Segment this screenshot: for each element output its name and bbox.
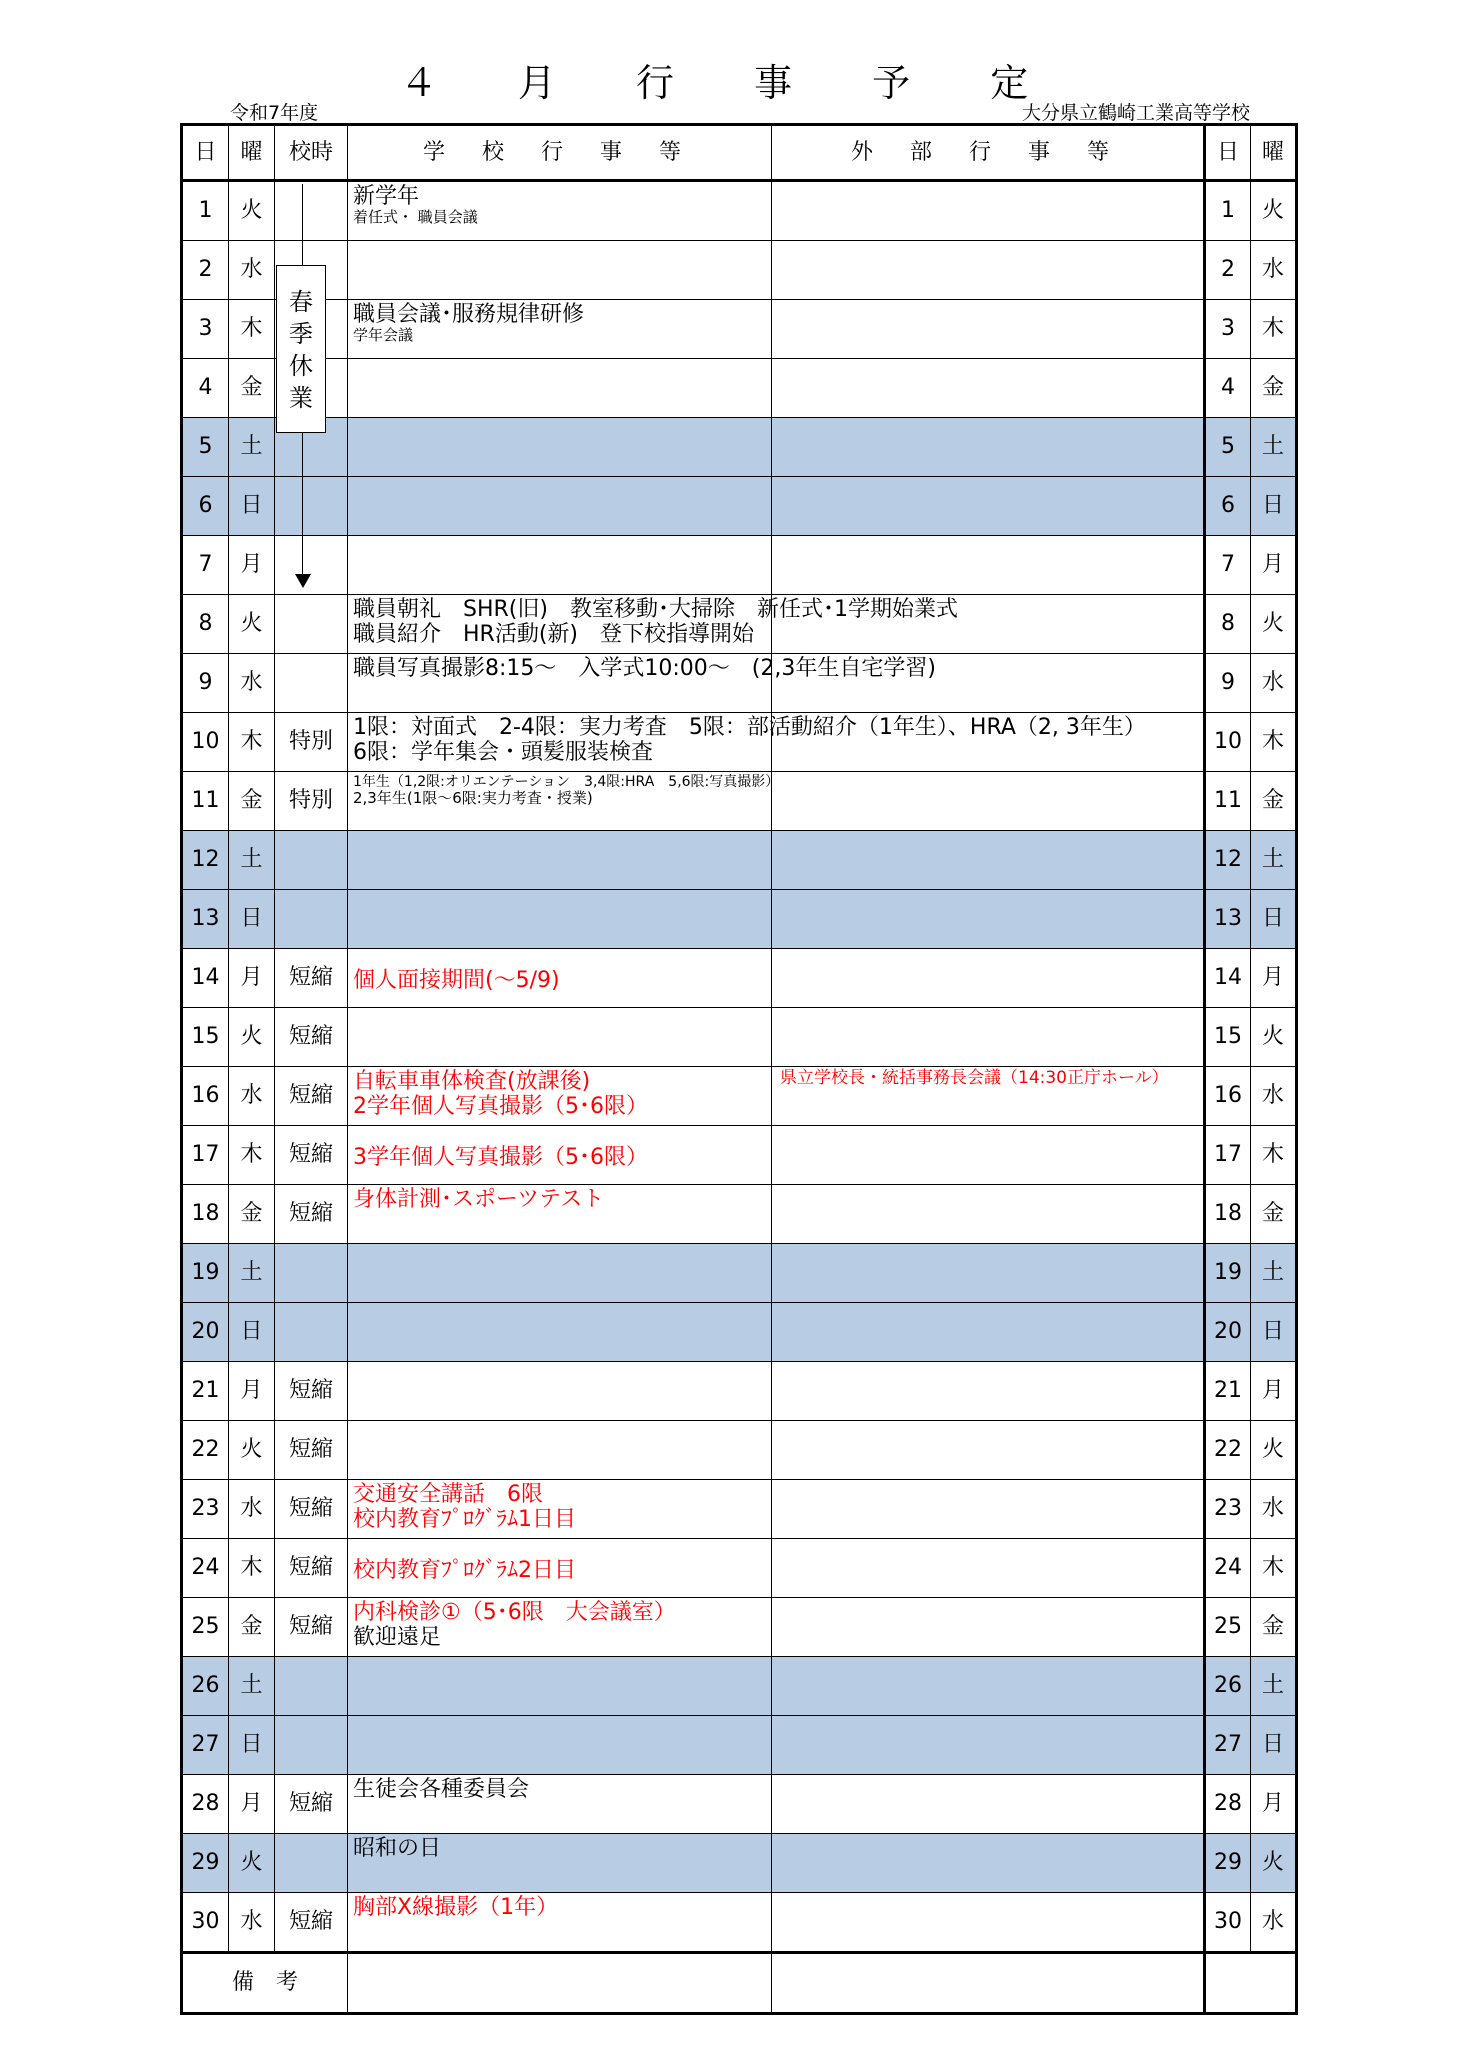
remarks-label: 備 考 [182, 1953, 348, 2014]
weekday-cell: 土 [229, 418, 275, 477]
spring-break-char: 休 [289, 352, 313, 380]
event-line: 2学年個人写真撮影（5･6限） [353, 1094, 648, 1120]
day-cell-right: 4 [1205, 359, 1251, 418]
event-line: 個人面接期間(～5/9) [353, 968, 560, 994]
day-cell: 14 [182, 949, 229, 1008]
day-cell: 8 [182, 595, 229, 654]
weekday-cell: 火 [229, 1421, 275, 1480]
event-line: 新学年 [353, 184, 420, 209]
table-row [182, 890, 1297, 949]
external-event-cell [772, 1008, 1205, 1067]
day-cell-right: 18 [1205, 1185, 1251, 1244]
external-event-line: 県立学校長・統括事務長会議（14:30正庁ホール） [780, 1068, 1169, 1088]
day-cell-right: 11 [1205, 772, 1251, 831]
weekday-cell: 月 [229, 536, 275, 595]
event-line: 職員朝礼 SHR(旧) 教室移動･大掃除 新任式･1学期始業式 [353, 597, 958, 622]
weekday-cell: 火 [229, 181, 275, 241]
schedule-type-cell [275, 1303, 348, 1362]
day-cell: 6 [182, 477, 229, 536]
weekday-cell-right: 木 [1251, 1539, 1297, 1598]
school-event-cell [348, 1893, 772, 1953]
weekday-cell: 金 [229, 359, 275, 418]
schedule-type-cell [275, 831, 348, 890]
page-title: ４ 月 行 事 予 定 [399, 61, 1063, 105]
event-line: 内科検診①（5･6限 大会議室） [353, 1600, 676, 1625]
school-event-cell [348, 300, 772, 359]
table-row [182, 359, 1297, 418]
external-event-cell [772, 772, 1205, 831]
weekday-cell: 水 [229, 654, 275, 713]
weekday-cell: 金 [229, 772, 275, 831]
spring-break-char: 業 [289, 384, 313, 412]
weekday-cell-right: 土 [1251, 1244, 1297, 1303]
school-event-cell [348, 359, 772, 418]
schedule-type-cell: 短縮 [275, 1775, 348, 1834]
schedule-type-cell [275, 1244, 348, 1303]
weekday-cell-right: 土 [1251, 418, 1297, 477]
table-row [182, 1244, 1297, 1303]
event-line: 身体計測･スポーツテスト [353, 1187, 605, 1212]
day-cell-right: 30 [1205, 1893, 1251, 1953]
external-event-cell [772, 949, 1205, 1008]
school-event-cell [348, 1244, 772, 1303]
weekday-cell: 火 [229, 1008, 275, 1067]
weekday-cell: 水 [229, 241, 275, 300]
weekday-cell: 木 [229, 300, 275, 359]
schedule-type-cell: 短縮 [275, 1421, 348, 1480]
school-event-cell [348, 713, 1146, 772]
header-schedule: 校時 [275, 125, 348, 181]
event-line [353, 951, 767, 968]
day-cell: 2 [182, 241, 229, 300]
schedule-type-cell [275, 890, 348, 949]
event-line: 2,3年生(1限～6限:実力考査・授業) [353, 789, 593, 808]
day-cell: 22 [182, 1421, 229, 1480]
table-row [182, 1716, 1297, 1775]
school-event-cell [348, 1008, 772, 1067]
weekday-cell-right: 水 [1251, 1480, 1297, 1539]
external-event-cell [772, 241, 1205, 300]
day-cell: 17 [182, 1126, 229, 1185]
schedule-type-cell: 特別 [275, 713, 348, 772]
spring-break-box [276, 265, 326, 433]
spring-break-char: 季 [289, 320, 313, 348]
weekday-cell: 木 [229, 1539, 275, 1598]
school-event-cell [348, 831, 772, 890]
day-cell-right: 21 [1205, 1362, 1251, 1421]
school-event-cell [348, 1185, 772, 1244]
table-row [182, 1185, 1297, 1244]
schedule-type-cell [275, 477, 348, 536]
table-row [182, 536, 1297, 595]
weekday-cell: 日 [229, 890, 275, 949]
schedule-type-cell [275, 1657, 348, 1716]
external-event-cell [772, 300, 1205, 359]
remarks-school-cell [348, 1953, 772, 2014]
day-cell: 23 [182, 1480, 229, 1539]
external-event-cell [772, 1834, 1205, 1893]
day-cell-right: 12 [1205, 831, 1251, 890]
table-row [182, 1421, 1297, 1480]
day-cell-right: 5 [1205, 418, 1251, 477]
day-cell-right: 14 [1205, 949, 1251, 1008]
table-header-row [182, 125, 1297, 181]
day-cell-right: 27 [1205, 1716, 1251, 1775]
school-event-cell [348, 536, 772, 595]
weekday-cell-right: 水 [1251, 654, 1297, 713]
external-event-cell [772, 1303, 1205, 1362]
day-cell-right: 25 [1205, 1598, 1251, 1657]
day-cell-right: 24 [1205, 1539, 1251, 1598]
school-event-cell [348, 181, 772, 241]
weekday-cell-right: 水 [1251, 1067, 1297, 1126]
weekday-cell: 水 [229, 1067, 275, 1126]
weekday-cell-right: 月 [1251, 1775, 1297, 1834]
day-cell: 4 [182, 359, 229, 418]
weekday-cell: 日 [229, 1716, 275, 1775]
external-event-cell [772, 1362, 1205, 1421]
day-cell: 19 [182, 1244, 229, 1303]
weekday-cell: 木 [229, 713, 275, 772]
weekday-cell: 月 [229, 1775, 275, 1834]
day-cell-right: 3 [1205, 300, 1251, 359]
arrow-down-icon [295, 574, 311, 588]
day-cell: 10 [182, 713, 229, 772]
day-cell: 9 [182, 654, 229, 713]
external-event-cell [772, 1539, 1205, 1598]
weekday-cell-right: 水 [1251, 241, 1297, 300]
schedule-type-cell: 短縮 [275, 1185, 348, 1244]
day-cell-right: 17 [1205, 1126, 1251, 1185]
schedule-type-cell [275, 536, 348, 595]
table-row [182, 772, 1297, 831]
weekday-cell-right: 日 [1251, 1716, 1297, 1775]
external-event-cell [772, 477, 1205, 536]
weekday-cell-right: 月 [1251, 536, 1297, 595]
weekday-cell-right: 土 [1251, 831, 1297, 890]
day-cell-right: 7 [1205, 536, 1251, 595]
day-cell-right: 16 [1205, 1067, 1251, 1126]
event-line: 1限：対面式 2-4限：実力考査 5限：部活動紹介（1年生）、HRA（2, 3年生） [353, 715, 1146, 740]
table-row [182, 1539, 1297, 1598]
schedule-type-cell: 短縮 [275, 1893, 348, 1953]
day-cell: 27 [182, 1716, 229, 1775]
day-cell-right: 13 [1205, 890, 1251, 949]
remarks-external-cell [772, 1953, 1205, 2014]
table-row [182, 595, 1297, 654]
weekday-cell-right: 金 [1251, 1598, 1297, 1657]
school-event-cell [348, 1303, 772, 1362]
weekday-cell: 火 [229, 1834, 275, 1893]
table-row [182, 831, 1297, 890]
schedule-type-cell: 短縮 [275, 1008, 348, 1067]
event-line: 6限：学年集会・頭髪服装検査 [353, 740, 653, 766]
school-event-cell [348, 654, 936, 713]
external-event-cell [772, 536, 1205, 595]
school-event-cell [348, 1716, 772, 1775]
weekday-cell: 土 [229, 1657, 275, 1716]
weekday-cell-right: 火 [1251, 181, 1297, 241]
day-cell: 24 [182, 1539, 229, 1598]
event-line: 職員会議･服務規律研修 [353, 302, 585, 327]
header-day-right: 日 [1205, 125, 1251, 181]
external-event-cell [772, 359, 1205, 418]
school-event-cell [348, 477, 772, 536]
day-cell-right: 9 [1205, 654, 1251, 713]
schedule-type-cell: 短縮 [275, 1539, 348, 1598]
school-name: 大分県立鶴崎工業高等学校 [1021, 102, 1250, 124]
weekday-cell: 月 [229, 1362, 275, 1421]
day-cell: 30 [182, 1893, 229, 1953]
event-line [353, 1128, 767, 1145]
day-cell-right: 2 [1205, 241, 1251, 300]
schedule-type-cell [275, 181, 348, 241]
day-cell-right: 23 [1205, 1480, 1251, 1539]
day-cell-right: 6 [1205, 477, 1251, 536]
fiscal-year-label: 令和7年度 [230, 102, 319, 124]
day-cell-right: 1 [1205, 181, 1251, 241]
event-line: 3学年個人写真撮影（5･6限） [353, 1145, 648, 1171]
table-row [182, 1126, 1297, 1185]
remarks-right-cell [1205, 1953, 1297, 2014]
schedule-type-cell: 短縮 [275, 1598, 348, 1657]
weekday-cell-right: 金 [1251, 772, 1297, 831]
school-event-cell [348, 1126, 772, 1185]
event-line: 胸部X線撮影（1年） [353, 1895, 559, 1920]
weekday-cell-right: 月 [1251, 949, 1297, 1008]
school-event-cell [348, 1775, 772, 1834]
weekday-cell-right: 月 [1251, 1362, 1297, 1421]
external-event-cell [772, 181, 1205, 241]
school-event-cell [348, 949, 772, 1008]
weekday-cell-right: 木 [1251, 713, 1297, 772]
day-cell: 13 [182, 890, 229, 949]
weekday-cell: 土 [229, 831, 275, 890]
weekday-cell-right: 日 [1251, 1303, 1297, 1362]
day-cell: 21 [182, 1362, 229, 1421]
schedule-type-cell: 短縮 [275, 1067, 348, 1126]
day-cell-right: 26 [1205, 1657, 1251, 1716]
day-cell-right: 28 [1205, 1775, 1251, 1834]
school-event-cell [348, 241, 772, 300]
day-cell-right: 29 [1205, 1834, 1251, 1893]
weekday-cell: 土 [229, 1244, 275, 1303]
schedule-type-cell: 短縮 [275, 1126, 348, 1185]
schedule-type-cell [275, 595, 348, 654]
school-event-cell [348, 890, 772, 949]
table-row [182, 1834, 1297, 1893]
header-school-events: 学 校 行 事 等 [348, 125, 772, 181]
table-row [182, 1480, 1297, 1539]
weekday-cell-right: 金 [1251, 359, 1297, 418]
schedule-type-cell: 短縮 [275, 1480, 348, 1539]
school-event-cell [348, 1362, 772, 1421]
school-event-cell [348, 1067, 772, 1126]
day-cell: 20 [182, 1303, 229, 1362]
weekday-cell: 水 [229, 1893, 275, 1953]
school-event-cell [348, 1598, 772, 1657]
event-line: 歓迎遠足 [353, 1625, 442, 1651]
weekday-cell-right: 木 [1251, 300, 1297, 359]
table-row [182, 1775, 1297, 1834]
external-event-cell [772, 1421, 1205, 1480]
day-cell: 11 [182, 772, 229, 831]
weekday-cell-right: 火 [1251, 1834, 1297, 1893]
day-cell-right: 19 [1205, 1244, 1251, 1303]
external-event-cell [772, 1067, 1205, 1126]
table-row [182, 181, 1297, 241]
table-row [182, 418, 1297, 477]
schedule-type-cell [275, 654, 348, 713]
table-row [182, 1893, 1297, 1953]
school-event-cell [348, 1421, 772, 1480]
weekday-cell-right: 火 [1251, 595, 1297, 654]
external-event-cell [772, 1598, 1205, 1657]
table-row [182, 1008, 1297, 1067]
day-cell: 25 [182, 1598, 229, 1657]
header-weekday: 曜 [229, 125, 275, 181]
weekday-cell: 金 [229, 1185, 275, 1244]
school-event-cell [348, 1834, 772, 1893]
school-event-cell [348, 595, 958, 654]
remarks-row [182, 1953, 1297, 2014]
table-row [182, 1598, 1297, 1657]
header-day: 日 [182, 125, 229, 181]
weekday-cell: 火 [229, 595, 275, 654]
table-row [182, 1657, 1297, 1716]
event-line: 生徒会各種委員会 [353, 1777, 530, 1802]
weekday-cell: 木 [229, 1126, 275, 1185]
external-event-cell [772, 418, 1205, 477]
external-event-cell [772, 1126, 1205, 1185]
weekday-cell-right: 火 [1251, 1008, 1297, 1067]
event-line: 学年会議 [353, 326, 414, 345]
weekday-cell: 日 [229, 1303, 275, 1362]
header-weekday-right: 曜 [1251, 125, 1297, 181]
day-cell-right: 15 [1205, 1008, 1251, 1067]
schedule-type-cell: 特別 [275, 772, 348, 831]
day-cell: 12 [182, 831, 229, 890]
table-row [182, 477, 1297, 536]
school-event-cell [348, 1480, 772, 1539]
table-row [182, 949, 1297, 1008]
day-cell: 7 [182, 536, 229, 595]
day-cell-right: 22 [1205, 1421, 1251, 1480]
spring-break-char: 春 [289, 288, 313, 316]
external-event-cell [772, 1716, 1205, 1775]
external-event-cell [772, 831, 1205, 890]
schedule-type-cell: 短縮 [275, 1362, 348, 1421]
weekday-cell: 水 [229, 1480, 275, 1539]
external-event-cell [772, 1480, 1205, 1539]
day-cell: 15 [182, 1008, 229, 1067]
day-cell: 1 [182, 181, 229, 241]
external-event-cell [772, 1657, 1205, 1716]
event-line: 着任式・ 職員会議 [353, 208, 478, 227]
weekday-cell-right: 土 [1251, 1657, 1297, 1716]
day-cell: 28 [182, 1775, 229, 1834]
schedule-type-cell [275, 1834, 348, 1893]
table-row [182, 241, 1297, 300]
weekday-cell-right: 日 [1251, 477, 1297, 536]
day-cell: 26 [182, 1657, 229, 1716]
day-cell: 16 [182, 1067, 229, 1126]
school-event-cell [348, 1539, 772, 1598]
school-event-cell [348, 772, 780, 831]
event-line: 職員紹介 HR活動(新) 登下校指導開始 [353, 622, 754, 648]
header-external-events: 外 部 行 事 等 [772, 125, 1205, 181]
day-cell-right: 8 [1205, 595, 1251, 654]
day-cell-right: 20 [1205, 1303, 1251, 1362]
weekday-cell-right: 金 [1251, 1185, 1297, 1244]
event-line: 職員写真撮影8:15～ 入学式10:00～ (2,3年生自宅学習) [353, 656, 936, 681]
weekday-cell-right: 水 [1251, 1893, 1297, 1953]
weekday-cell: 金 [229, 1598, 275, 1657]
event-line: 校内教育ﾌﾟﾛｸﾞﾗﾑ2日目 [353, 1558, 576, 1584]
external-event-cell [772, 1185, 1205, 1244]
weekday-cell: 月 [229, 949, 275, 1008]
weekday-cell: 日 [229, 477, 275, 536]
event-line: 交通安全講話 6限 [353, 1482, 543, 1507]
school-event-cell [348, 1657, 772, 1716]
event-line [353, 1541, 767, 1558]
external-event-cell [772, 890, 1205, 949]
event-line: 1年生（1,2限:オリエンテーション 3,4限:HRA 5,6限:写真撮影） [353, 774, 780, 790]
event-line: 校内教育ﾌﾟﾛｸﾞﾗﾑ1日目 [353, 1507, 576, 1533]
school-event-cell [348, 418, 772, 477]
day-cell: 18 [182, 1185, 229, 1244]
weekday-cell-right: 火 [1251, 1421, 1297, 1480]
table-row [182, 654, 1297, 713]
external-event-cell [772, 1775, 1205, 1834]
table-row [182, 713, 1297, 772]
schedule-type-cell: 短縮 [275, 949, 348, 1008]
event-line: 自転車車体検査(放課後) [353, 1069, 591, 1094]
day-cell-right: 10 [1205, 713, 1251, 772]
schedule-table [180, 123, 1298, 2015]
event-line: 昭和の日 [353, 1836, 442, 1861]
external-event-cell [772, 1244, 1205, 1303]
external-event-cell [772, 1893, 1205, 1953]
day-cell: 3 [182, 300, 229, 359]
table-row [182, 1067, 1297, 1126]
schedule-type-cell [275, 1716, 348, 1775]
day-cell: 29 [182, 1834, 229, 1893]
day-cell: 5 [182, 418, 229, 477]
weekday-cell-right: 木 [1251, 1126, 1297, 1185]
table-row [182, 1362, 1297, 1421]
weekday-cell-right: 日 [1251, 890, 1297, 949]
table-row [182, 1303, 1297, 1362]
table-row [182, 300, 1297, 359]
